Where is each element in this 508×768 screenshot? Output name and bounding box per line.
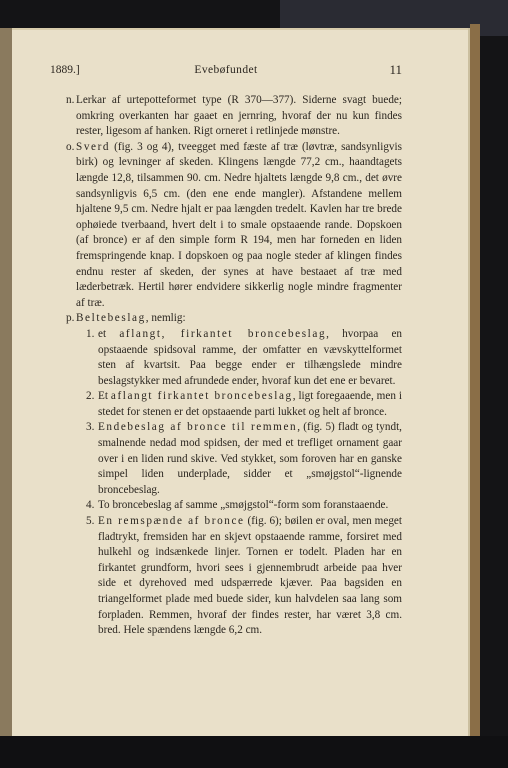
running-header bbox=[50, 62, 402, 80]
sub-item-term: En remspænde af bronce bbox=[98, 515, 245, 528]
sub-item-2 bbox=[50, 389, 402, 420]
entry-label: n. bbox=[66, 94, 75, 106]
sub-item-term: Endebeslag af bronce til remmen bbox=[98, 421, 298, 434]
sub-item-text: Endebeslag af bronce til remmen, (fig. 5) fladt og tyndt, smalnende nedad mod spidsen, der med et trefliget ornament gaar over i en liden rund skive. Ved stykket, som foroven har en ganske simpel liden underplade, sidder et „smøjgstol“-lignende broncebeslag. bbox=[98, 421, 402, 496]
entry-term: Beltebeslag bbox=[76, 312, 146, 325]
sub-item-3 bbox=[50, 420, 402, 498]
sub-item-term: aflangt, firkantet broncebeslag bbox=[119, 327, 327, 340]
book-page-edge bbox=[470, 24, 480, 736]
header-title: Evebøfundet bbox=[194, 64, 258, 76]
sub-item-label: 5. bbox=[86, 515, 95, 528]
background-bottom bbox=[0, 736, 508, 768]
header-year: 1889.] bbox=[50, 64, 80, 76]
sub-item-label: 2. bbox=[86, 390, 95, 403]
sub-item-term: aflangt firkantet broncebeslag bbox=[110, 390, 293, 403]
entry-p bbox=[50, 311, 402, 327]
sub-item-label: 3. bbox=[86, 421, 95, 434]
entry-label: p. bbox=[66, 312, 75, 325]
entry-n bbox=[50, 93, 402, 140]
sub-item-text: En remspænde af bronce (fig. 6); bøilen er oval, men meget fladtrykt, fremsiden har en skjevt opstaaende ramme, forsiret med hulkehl og indsænkede linjer. Tornen er todelt. Pladen har en firkantet grundform, hvori sees i gjennembrudt arbeide paa hver side et dyrehoved med udspærrede kjæver. Paa bagsiden en triangelformet plade med buede sider, kun halvdelen saa lang som forpladen. Remmen, hvoraf der findes rester, har været 3,8 cm. bred. Hele spændens længde 6,2 cm. bbox=[98, 515, 402, 637]
entry-text: Sverd (fig. 3 og 4), tveegget med fæste af træ (løvtræ, sandsynligvis birk) og levninger af skeden. Klingens længde 77,2 cm., haandtagets længde 12,8, tilsammen 90. cm. Nedre hjaltets længde 9,8 cm., det øvre sandsynligvis 6,5 cm. (den ene ende mangler). Afstandene mellem hjaltene 9,5 cm. Nedre hjalt er paa længden tredelt. Kavlen har tre brede ophøiede tverbaand, hvert delt i to smale opstaaende rande. Dopskoen (af bronce) er af den simple form R 194, men har forneden en liden fremspringende knap. I dopskoen og paa nogle steder af klingen findes endnu rester af skeden, der synes at have bestaaet af træ med læderbetræk. Hertil hører endvidere sikkerlig nogle mindre fragmenter af træ. bbox=[76, 140, 402, 309]
book-spine-edge bbox=[0, 28, 12, 736]
entry-term: Sverd bbox=[76, 140, 111, 153]
entry-label: o. bbox=[66, 140, 75, 153]
entry-o bbox=[50, 140, 402, 312]
entry-text: Lerkar af urtepotteformet type (R 370—377). Siderne svagt buede; omkring overkanten har gaaet en jernring, hvoraf der nu kun findes rester, ligesom af hanken. Rigt orneret i retlinjede mønstre. bbox=[76, 94, 402, 138]
sub-item-label: 1. bbox=[86, 327, 95, 340]
sub-item-text: To broncebeslag af samme „smøjgstol“-form som foranstaaende. bbox=[98, 499, 389, 512]
sub-item-text: et aflangt, firkantet broncebeslag, hvorpaa en opstaaende spidsoval ramme, der omfatter en vævskyttelformet sten af kvartsit. Paa begge ender er tilhængslede mindre beslagstykker med afrundede ender, hvoraf kun det ene er bevaret. bbox=[98, 327, 403, 387]
page-body bbox=[50, 93, 402, 639]
sub-item-4 bbox=[50, 498, 402, 514]
sub-item-text: Et aflangt firkantet broncebeslag, ligt foregaaende, men i stedet for stenen er det opstaaende parti lukket og helt af bronce. bbox=[98, 390, 402, 418]
entry-text: Beltebeslag, nemlig: bbox=[76, 312, 186, 325]
sub-item-5 bbox=[50, 514, 402, 639]
sub-item-label: 4. bbox=[86, 499, 95, 512]
page-number: 11 bbox=[389, 62, 402, 77]
sub-item-1 bbox=[50, 327, 402, 389]
